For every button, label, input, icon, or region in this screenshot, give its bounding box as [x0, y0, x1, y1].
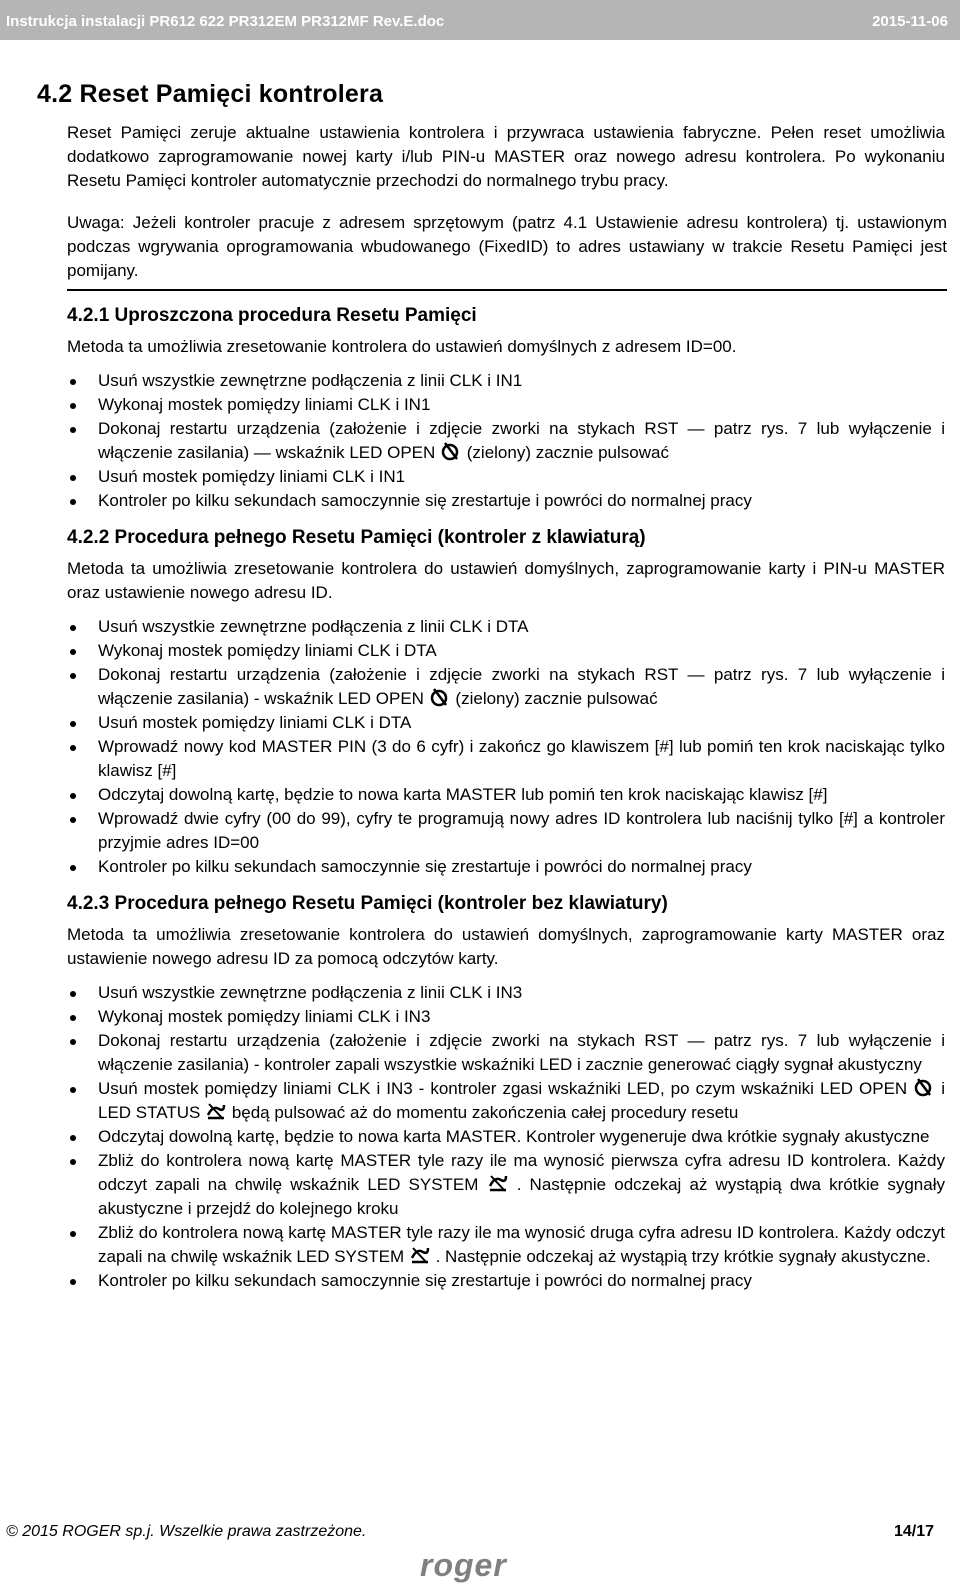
note-block: [67, 211, 947, 291]
led-system-icon: [487, 1173, 509, 1193]
led-open-icon: [440, 441, 462, 461]
list-item: Wykonaj mostek pomiędzy liniami CLK i DTA: [67, 639, 945, 663]
sub2-intro: Metoda ta umożliwia zresetowanie kontrolera do ustawień domyślnych, zaprogramowanie karty i PIN-u MASTER oraz ustawienie nowego adresu ID.: [67, 559, 945, 602]
list-item: Usuń mostek pomiędzy liniami CLK i IN1: [67, 465, 945, 489]
section-intro: Reset Pamięci zeruje aktualne ustawienia kontrolera i przywraca ustawienia fabryczne. Pełen reset umożliwia dodatkowo zaprogramowanie nowej karty i/lub PIN-u MASTER oraz nowego adresu kontrolera. Po wykonaniu Resetu Pamięci kontroler automatycznie przechodzi do normalnego trybu pracy.: [67, 123, 945, 190]
led-open-icon: [913, 1077, 935, 1097]
roger-logo: roger: [420, 1547, 507, 1583]
list-item: Zbliż do kontrolera nową kartę MASTER tyle razy ile ma wynosić pierwsza cyfra adresu ID kontrolera. Każdy odczyt zapali na chwilę wskaźnik LED SYSTEM . Następnie odczekaj aż wystąpią dwa krótkie sygnały akustyczne i przejdź do kolejnego kroku: [67, 1149, 945, 1221]
note-text: Uwaga: Jeżeli kontroler pracuje z adresem sprzętowym (patrz 4.1 Ustawienie adresu kontrolera) tj. ustawionym podczas wgrywania oprogramowania wbudowanego (FixedID) to adres ustawiany w trakcie Resetu Pamięci jest pomijany.: [67, 213, 947, 280]
list-item: Dokonaj restartu urządzenia (założenie i zdjęcie zworki na stykach RST — patrz rys. 7 lub wyłączenie i włączenie zasilania) - wskaźnik LED OPEN (zielony) zacznie pulsować: [67, 663, 945, 711]
sub3-heading: 4.2.3 Procedura pełnego Resetu Pamięci (kontroler bez klawiatury): [67, 893, 668, 914]
list-item: Usuń wszystkie zewnętrzne podłączenia z linii CLK i DTA: [67, 615, 945, 639]
sub3-list: [67, 981, 945, 1293]
led-open-icon: [429, 687, 451, 707]
list-item: Odczytaj dowolną kartę, będzie to nowa karta MASTER. Kontroler wygeneruje dwa krótkie sygnały akustyczne: [67, 1125, 945, 1149]
list-item: Usuń wszystkie zewnętrzne podłączenia z linii CLK i IN3: [67, 981, 945, 1005]
list-item: Odczytaj dowolną kartę, będzie to nowa karta MASTER lub pomiń ten krok naciskając klawisz [#]: [67, 783, 945, 807]
document-footer: [0, 1515, 960, 1592]
page-content: [37, 80, 947, 1293]
sub1-intro: Metoda ta umożliwia zresetowanie kontrolera do ustawień domyślnych z adresem ID=00.: [67, 337, 737, 356]
section-heading: 4.2 Reset Pamięci kontrolera: [37, 80, 384, 108]
list-item: Wprowadź nowy kod MASTER PIN (3 do 6 cyfr) i zakończ go klawiszem [#] lub pomiń ten krok naciskając tylko klawisz [#]: [67, 735, 945, 783]
list-item: Kontroler po kilku sekundach samoczynnie się zrestartuje i powróci do normalnej pracy: [67, 489, 945, 513]
list-item: Wykonaj mostek pomiędzy liniami CLK i IN3: [67, 1005, 945, 1029]
list-item: Usuń wszystkie zewnętrzne podłączenia z linii CLK i IN1: [67, 369, 945, 393]
document-date: 2015-11-06: [872, 13, 948, 30]
list-item: Wykonaj mostek pomiędzy liniami CLK i IN1: [67, 393, 945, 417]
sub1-heading: 4.2.1 Uproszczona procedura Resetu Pamięci: [67, 305, 477, 326]
document-header: [0, 0, 960, 40]
list-item: Kontroler po kilku sekundach samoczynnie się zrestartuje i powróci do normalnej pracy: [67, 855, 945, 879]
sub2-heading: 4.2.2 Procedura pełnego Resetu Pamięci (kontroler z klawiaturą): [67, 527, 646, 548]
list-item: Kontroler po kilku sekundach samoczynnie się zrestartuje i powróci do normalnej pracy: [67, 1269, 945, 1293]
list-item: Dokonaj restartu urządzenia (założenie i zdjęcie zworki na stykach RST — patrz rys. 7 lub wyłączenie i włączenie zasilania) — wskaźnik LED OPEN (zielony) zacznie pulsować: [67, 417, 945, 465]
list-item: Zbliż do kontrolera nową kartę MASTER tyle razy ile ma wynosić druga cyfra adresu ID kontrolera. Każdy odczyt zapali na chwilę wskaźnik LED SYSTEM . Następnie odczekaj aż wystąpią trzy krótkie sygnały akustyczne.: [67, 1221, 945, 1269]
led-status-icon: [205, 1101, 227, 1121]
list-item: Dokonaj restartu urządzenia (założenie i zdjęcie zworki na stykach RST — patrz rys. 7 lub wyłączenie i włączenie zasilania) - kontroler zapali wszystkie wskaźniki LED i zacznie generować ciągły sygnał akustyczny: [67, 1029, 945, 1077]
sub1-list: [67, 369, 945, 513]
sub3-intro: Metoda ta umożliwia zresetowanie kontrolera do ustawień domyślnych, zaprogramowanie karty MASTER oraz ustawienie nowego adresu ID za pomocą odczytów karty.: [67, 925, 945, 968]
list-item: Wprowadź dwie cyfry (00 do 99), cyfry te programują nowy adres ID kontrolera lub naciśnij tylko [#] a kontroler przyjmie adres ID=00: [67, 807, 945, 855]
page-number: 14/17: [893, 1523, 934, 1540]
document-title: Instrukcja instalacji PR612 622 PR312EM PR312MF Rev.E.doc: [6, 13, 445, 30]
sub2-list: [67, 615, 945, 879]
copyright-text: © 2015 ROGER sp.j. Wszelkie prawa zastrzeżone.: [6, 1523, 367, 1540]
list-item: Usuń mostek pomiędzy liniami CLK i IN3 - kontroler zgasi wskaźniki LED, po czym wskaźniki LED OPEN i LED STATUS będą pulsować aż do momentu zakończenia całej procedury resetu: [67, 1077, 945, 1125]
list-item: Usuń mostek pomiędzy liniami CLK i DTA: [67, 711, 945, 735]
led-system-icon: [409, 1245, 431, 1265]
